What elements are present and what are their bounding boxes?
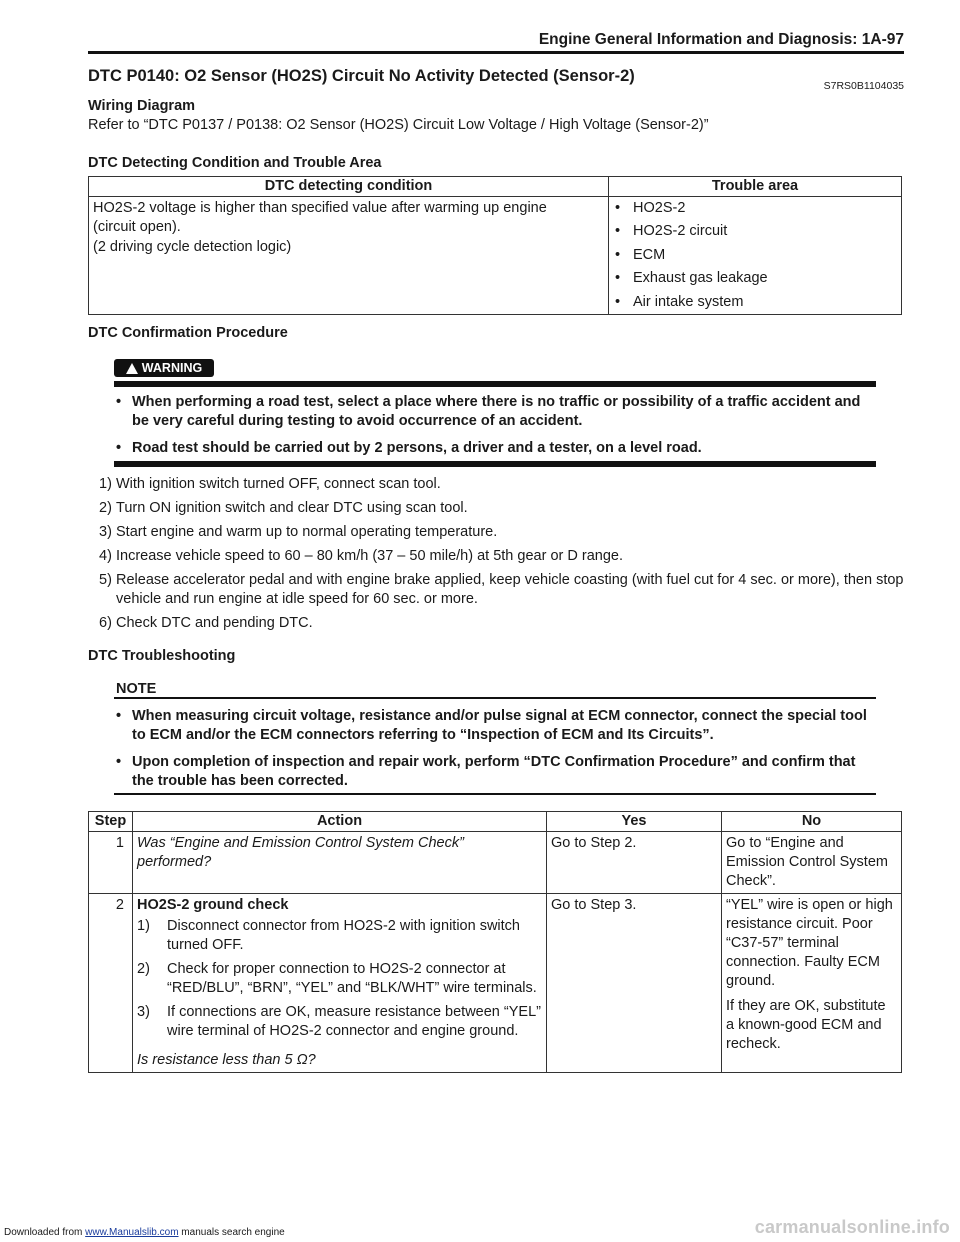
col-condition: DTC detecting condition [89, 177, 609, 197]
warning-top-bar [114, 381, 876, 387]
detecting-table [88, 176, 902, 315]
confirmation-step: 3) Start engine and warm up to normal operating temperature. [99, 524, 498, 540]
col-yes: Yes [547, 812, 722, 832]
condition-line: HO2S-2 voltage is higher than specified value after warming up engine [93, 199, 547, 216]
troubleshooting-table [88, 811, 902, 1073]
confirmation-step: 4) Increase vehicle speed to 60 – 80 km/h (37 – 50 mile/h) at 5th gear or D range. [99, 548, 623, 564]
footer-prefix: Downloaded from [4, 1227, 86, 1238]
action-substep: 2) Check for proper connection to HO2S-2 connector at “RED/BLU”, “BRN”, “YEL” and “BLK/WHT” wire terminals. [137, 960, 537, 996]
action-cell: Was “Engine and Emission Control System Check” performed? [133, 831, 547, 893]
confirmation-heading: DTC Confirmation Procedure [88, 325, 288, 341]
warning-item: • When performing a road test, select a place where there is no traffic or possibility of a traffic accident and be very careful during testing to avoid occurrence of an accident. [114, 393, 876, 431]
col-no: No [722, 812, 902, 832]
no-cell: Go to “Engine and Emission Control System Check”. [722, 831, 902, 893]
col-trouble: Trouble area [609, 177, 902, 197]
no-text: “YEL” wire is open or high resistance circuit. Poor “C37-57” terminal connection. Faulty ECM ground. [726, 896, 893, 989]
condition-line: (circuit open). [93, 219, 181, 236]
footer-suffix: manuals search engine [178, 1227, 285, 1238]
action-substep: 1) Disconnect connector from HO2S-2 with ignition switch turned OFF. [137, 917, 520, 953]
note-label: NOTE [116, 681, 157, 697]
note-item: • When measuring circuit voltage, resistance and/or pulse signal at ECM connector, connect the special tool to ECM and/or the ECM connectors referring to “Inspection of ECM and Its Circuits”. [114, 707, 876, 745]
no-text: If they are OK, substitute a known-good ECM and recheck. [726, 997, 886, 1052]
footer-source [4, 1226, 285, 1239]
warning-item: • Road test should be carried out by 2 persons, a driver and a tester, on a level road. [114, 439, 876, 458]
action-substeps [137, 917, 542, 1041]
yes-cell: Go to Step 2. [547, 831, 722, 893]
trouble-item: • Air intake system [613, 291, 897, 315]
dtc-title: DTC P0140: O2 Sensor (HO2S) Circuit No Activity Detected (Sensor-2) [88, 67, 635, 85]
condition-cell [89, 196, 609, 315]
no-cell [722, 893, 902, 1072]
table-row [89, 893, 902, 1072]
warning-label: WARNING [141, 360, 203, 375]
manualslib-link[interactable]: www.Manualslib.com [85, 1227, 179, 1238]
confirmation-step: 5) Release accelerator pedal and with engine brake applied, keep vehicle coasting (with fuel cut for 4 sec. or more), then stop vehicle and run engine at idle speed for 60 sec. or more. [99, 572, 904, 607]
dtc-code: S7RS0B1104035 [823, 80, 904, 92]
warning-list [114, 393, 876, 466]
yes-cell: Go to Step 3. [547, 893, 722, 1072]
action-cell [133, 893, 547, 1072]
confirmation-step: 1) With ignition switch turned OFF, connect scan tool. [99, 476, 441, 492]
table-row [89, 831, 902, 893]
condition-line: (2 driving cycle detection logic) [93, 238, 292, 255]
note-item: • Upon completion of inspection and repair work, perform “DTC Confirmation Procedure” and confirm that the trouble has been corrected. [114, 753, 876, 791]
warning-badge [114, 359, 214, 377]
trouble-item: • HO2S-2 circuit [613, 220, 897, 244]
step-number: 2 [89, 893, 133, 1072]
trouble-item: • HO2S-2 [613, 197, 897, 221]
col-action: Action [133, 812, 547, 832]
trouble-cell [609, 196, 902, 315]
trouble-item: • Exhaust gas leakage [613, 267, 897, 291]
warning-bottom-bar [114, 461, 876, 467]
confirmation-step: 6) Check DTC and pending DTC. [99, 615, 313, 631]
warning-icon [126, 363, 138, 374]
col-step: Step [89, 812, 133, 832]
check-title: HO2S-2 ground check [137, 896, 289, 913]
action-substep: 3) If connections are OK, measure resistance between “YEL” wire terminal of HO2S-2 connector and engine ground. [137, 1003, 541, 1039]
note-top-bar [114, 697, 876, 699]
step-number: 1 [89, 831, 133, 893]
troubleshooting-heading: DTC Troubleshooting [88, 648, 236, 664]
header-title: Engine General Information and Diagnosis: 1A-97 [538, 31, 904, 48]
wiring-heading: Wiring Diagram [88, 98, 196, 114]
action-question: Is resistance less than 5 Ω? [137, 1051, 316, 1068]
note-bottom-bar [114, 793, 876, 795]
page-header [88, 28, 904, 54]
confirmation-steps [99, 475, 909, 638]
trouble-item: • ECM [613, 244, 897, 268]
trouble-list [613, 197, 897, 315]
watermark: carmanualsonline.info [754, 1217, 950, 1237]
wiring-text: Refer to “DTC P0137 / P0138: O2 Sensor (HO2S) Circuit Low Voltage / High Voltage (Sensor-2)” [88, 117, 709, 133]
detecting-heading: DTC Detecting Condition and Trouble Area [88, 155, 382, 171]
confirmation-step: 2) Turn ON ignition switch and clear DTC using scan tool. [99, 500, 468, 516]
note-list [114, 707, 876, 799]
